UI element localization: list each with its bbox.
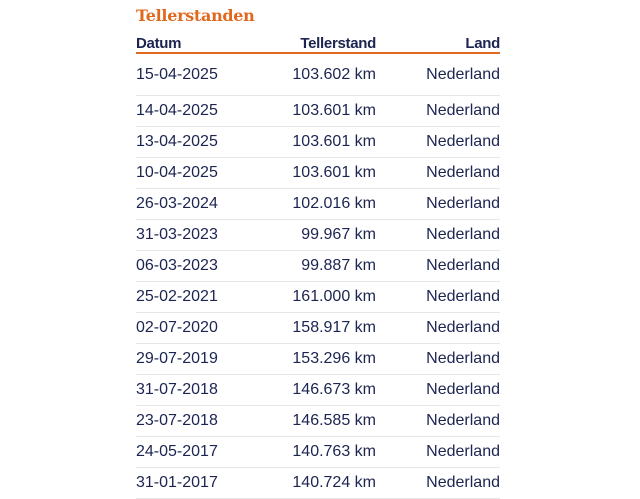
- column-header-land: Land: [376, 28, 500, 53]
- cell-meter: 161.000 km: [256, 282, 376, 313]
- cell-land: Nederland: [376, 158, 500, 189]
- cell-land: Nederland: [376, 344, 500, 375]
- cell-meter: 103.601 km: [256, 96, 376, 127]
- cell-date: 31-07-2018: [136, 375, 256, 406]
- table-row: [136, 53, 500, 96]
- cell-date: 23-07-2018: [136, 406, 256, 437]
- cell-date: 26-03-2024: [136, 189, 256, 220]
- cell-land: Nederland: [376, 127, 500, 158]
- cell-meter: 103.601 km: [256, 158, 376, 189]
- cell-date: 25-02-2021: [136, 282, 256, 313]
- cell-date: 31-03-2023: [136, 220, 256, 251]
- table-row: [136, 282, 500, 313]
- cell-meter: 153.296 km: [256, 344, 376, 375]
- cell-date: 14-04-2025: [136, 96, 256, 127]
- table-row: [136, 220, 500, 251]
- cell-meter: 146.673 km: [256, 375, 376, 406]
- cell-date: 10-04-2025: [136, 158, 256, 189]
- table-row: [136, 375, 500, 406]
- table-row: [136, 127, 500, 158]
- meter-readings-table: [136, 28, 500, 499]
- cell-land: Nederland: [376, 468, 500, 499]
- cell-meter: 102.016 km: [256, 189, 376, 220]
- cell-date: 31-01-2017: [136, 468, 256, 499]
- cell-meter: 158.917 km: [256, 313, 376, 344]
- column-header-date: Datum: [136, 28, 256, 53]
- cell-date: 24-05-2017: [136, 437, 256, 468]
- cell-land: Nederland: [376, 375, 500, 406]
- cell-land: Nederland: [376, 313, 500, 344]
- table-header-row: [136, 28, 500, 53]
- table-row: [136, 313, 500, 344]
- section-title: Tellerstanden: [136, 6, 255, 25]
- table-row: [136, 344, 500, 375]
- cell-date: 06-03-2023: [136, 251, 256, 282]
- table-row: [136, 251, 500, 282]
- cell-land: Nederland: [376, 53, 500, 96]
- cell-land: Nederland: [376, 406, 500, 437]
- cell-meter: 99.967 km: [256, 220, 376, 251]
- cell-meter: 146.585 km: [256, 406, 376, 437]
- table-row: [136, 189, 500, 220]
- cell-land: Nederland: [376, 437, 500, 468]
- table-row: [136, 437, 500, 468]
- table-row: [136, 96, 500, 127]
- cell-date: 15-04-2025: [136, 53, 256, 96]
- cell-meter: 103.602 km: [256, 53, 376, 96]
- cell-land: Nederland: [376, 282, 500, 313]
- table-row: [136, 158, 500, 189]
- meter-readings-section: [136, 0, 500, 499]
- column-header-meter: Tellerstand: [256, 28, 376, 53]
- cell-date: 13-04-2025: [136, 127, 256, 158]
- cell-date: 29-07-2019: [136, 344, 256, 375]
- cell-meter: 140.724 km: [256, 468, 376, 499]
- cell-meter: 103.601 km: [256, 127, 376, 158]
- cell-date: 02-07-2020: [136, 313, 256, 344]
- cell-meter: 140.763 km: [256, 437, 376, 468]
- cell-land: Nederland: [376, 96, 500, 127]
- cell-land: Nederland: [376, 220, 500, 251]
- cell-land: Nederland: [376, 251, 500, 282]
- table-row: [136, 468, 500, 499]
- cell-land: Nederland: [376, 189, 500, 220]
- table-row: [136, 406, 500, 437]
- cell-meter: 99.887 km: [256, 251, 376, 282]
